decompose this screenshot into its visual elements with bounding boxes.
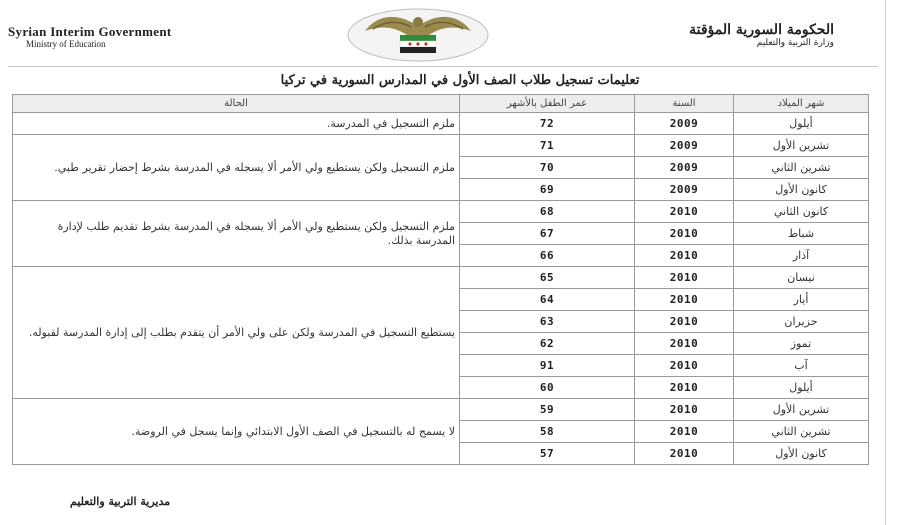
month-cell: آب (734, 355, 869, 377)
header-month: شهر الميلاد (734, 95, 869, 113)
month-cell: أيلول (734, 377, 869, 399)
age-cell: 60 (460, 377, 635, 399)
year-cell: 2009 (635, 179, 734, 201)
age-cell: 70 (460, 157, 635, 179)
header-year: السنة (635, 95, 734, 113)
table-row (13, 113, 869, 135)
year-cell: 2010 (635, 311, 734, 333)
table-row (13, 201, 869, 223)
year-cell: 2010 (635, 223, 734, 245)
year-cell: 2010 (635, 201, 734, 223)
month-cell: أيار (734, 289, 869, 311)
status-cell: ملزم التسجيل في المدرسة. (13, 113, 460, 135)
year-cell: 2010 (635, 245, 734, 267)
eagle-emblem-logo (343, 5, 493, 63)
year-cell: 2010 (635, 289, 734, 311)
month-cell: تشرين الأول (734, 135, 869, 157)
table-row (13, 267, 869, 289)
age-cell: 63 (460, 311, 635, 333)
month-cell: تشرين الأول (734, 399, 869, 421)
age-cell: 71 (460, 135, 635, 157)
month-cell: كانون الثاني (734, 201, 869, 223)
age-cell: 57 (460, 443, 635, 465)
age-cell: 59 (460, 399, 635, 421)
year-cell: 2009 (635, 113, 734, 135)
table-row (13, 399, 869, 421)
month-cell: كانون الأول (734, 443, 869, 465)
age-cell: 65 (460, 267, 635, 289)
month-cell: تشرين الثاني (734, 157, 869, 179)
year-cell: 2010 (635, 443, 734, 465)
page-edge-line (885, 0, 886, 525)
header-status: الحالة (13, 95, 460, 113)
age-cell: 58 (460, 421, 635, 443)
registration-table (12, 94, 869, 465)
year-cell: 2009 (635, 157, 734, 179)
status-cell: ملزم التسجيل ولكن يستطيع ولي الأمر ألا يسجله في المدرسة بشرط تقديم طلب لإدارة المدرسة بذلك. (13, 201, 460, 267)
arabic-org-name: الحكومة السورية المؤقتة (689, 22, 834, 38)
month-cell: آذار (734, 245, 869, 267)
age-cell: 69 (460, 179, 635, 201)
header-divider (8, 66, 878, 67)
table-row (13, 135, 869, 157)
year-cell: 2010 (635, 377, 734, 399)
status-cell: يستطيع التسجيل في المدرسة ولكن على ولي الأمر أن يتقدم بطلب إلى إدارة المدرسة لقبوله. (13, 267, 460, 399)
month-cell: نيسان (734, 267, 869, 289)
age-cell: 68 (460, 201, 635, 223)
arabic-letterhead (689, 22, 834, 48)
year-cell: 2010 (635, 267, 734, 289)
english-ministry-name: Ministry of Education (26, 39, 106, 49)
document-title: تعليمات تسجيل طلاب الصف الأول في المدارس السورية في تركيا (280, 73, 640, 88)
status-cell: لا يسمح له بالتسجيل في الصف الأول الابتدائي وإنما يسجل في الروضة. (13, 399, 460, 465)
english-org-name: Syrian Interim Government (8, 24, 172, 39)
letterhead (0, 0, 900, 70)
age-cell: 67 (460, 223, 635, 245)
year-cell: 2010 (635, 355, 734, 377)
age-cell: 66 (460, 245, 635, 267)
age-cell: 72 (460, 113, 635, 135)
month-cell: حزيران (734, 311, 869, 333)
status-cell: ملزم التسجيل ولكن يستطيع ولي الأمر ألا يسجله في المدرسة بشرط إحضار تقرير طبي. (13, 135, 460, 201)
age-cell: 62 (460, 333, 635, 355)
year-cell: 2010 (635, 333, 734, 355)
month-cell: أيلول (734, 113, 869, 135)
age-cell: 91 (460, 355, 635, 377)
header-age: عمر الطفل بالأشهر (460, 95, 635, 113)
month-cell: شباط (734, 223, 869, 245)
year-cell: 2009 (635, 135, 734, 157)
month-cell: تشرين الثاني (734, 421, 869, 443)
year-cell: 2010 (635, 421, 734, 443)
english-letterhead (8, 24, 171, 49)
age-cell: 64 (460, 289, 635, 311)
year-cell: 2010 (635, 399, 734, 421)
month-cell: تموز (734, 333, 869, 355)
arabic-ministry-name: وزارة التربية والتعليم (756, 38, 834, 48)
month-cell: كانون الأول (734, 179, 869, 201)
table-header-row (13, 95, 869, 113)
footer-signature: مديرية التربية والتعليم (70, 495, 171, 508)
